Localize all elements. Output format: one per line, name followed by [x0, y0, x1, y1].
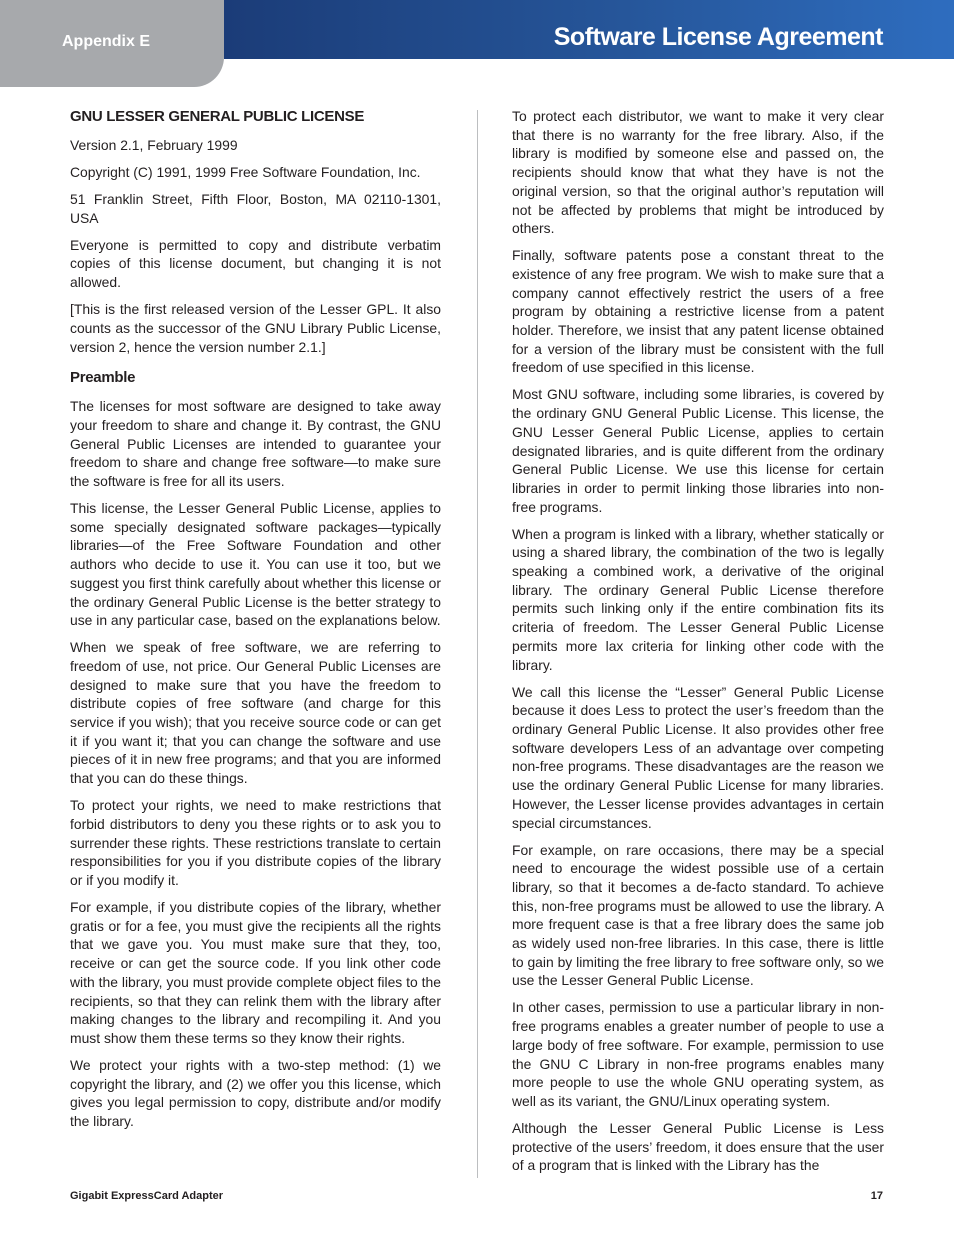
preamble-heading: Preamble — [70, 369, 136, 387]
title-banner — [224, 0, 954, 59]
paragraph: Finally, software patents pose a constant threat to the existence of any free program. We wish to make sure that a company cannot effectively restrict the users of a free program by obtaining a restrictive license from a patent holder. Therefore, we insist that any patent license obtained for a version of the library must be consistent with the full freedom of use specified in this license. — [512, 247, 884, 376]
page-number: 17 — [870, 1190, 883, 1202]
paragraph: Everyone is permitted to copy and distribute verbatim copies of this license document, but changing it is not allowed. — [70, 236, 441, 291]
paragraph: In other cases, permission to use a particular library in non-free programs enables a greater number of people to use a large body of free software. For example, permission to use the GNU C Library in non-free programs enables many more people to use the whole GNU operating system, as well as its variant, the GNU/Linux operating system. — [512, 999, 884, 1109]
paragraph: To protect your rights, we need to make restrictions that forbid distributors to deny you these rights or to ask you to surrender these rights. These restrictions translate to certain responsibilities for you if you distribute copies of the library or if you modify it. — [70, 797, 441, 888]
paragraph: Although the Lesser General Public License is Less protective of the users’ freedom, it does ensure that the user of a program that is linked with the Library has the — [512, 1119, 884, 1174]
paragraph: The licenses for most software are designed to take away your freedom to share and change it. By contrast, the GNU General Public Licenses are intended to guarantee your freedom to share and change free software—to make sure the software is free for all its users. — [70, 398, 441, 490]
footer-product-name: Gigabit ExpressCard Adapter — [70, 1190, 224, 1202]
paragraph: [This is the first released version of the Lesser GPL. It also counts as the successor of the GNU Library Public License, version 2, hence the version number 2.1.] — [70, 301, 441, 355]
right-column — [512, 107, 884, 1183]
paragraph: 51 Franklin Street, Fifth Floor, Boston, MA 02110-1301, USA — [70, 191, 441, 226]
paragraph: For example, if you distribute copies of the library, whether gratis or for a fee, you must give the recipients all the rights that we gave you. You must make sure that they, too, receive or can get the source code. If you link other code with the library, you must provide complete object files to the recipients, so that they can relink them with the library after making changes to the library and recompiling it. And you must show them these terms so they know their rights. — [70, 898, 441, 1046]
paragraph: We call this license the “Lesser” General Public License because it does Less to protect the user’s freedom than the ordinary General Public License. It also provides other free software developers Less of an advantage over competing non-free programs. These disadvantages are the reason we use the ordinary General Public License for many libraries. However, the Lesser license provides advantages in certain special circumstances. — [512, 683, 884, 831]
license-heading: GNU LESSER GENERAL PUBLIC LICENSE — [70, 108, 365, 125]
paragraph: When a program is linked with a library, whether statically or using a shared library, the combination of the two is legally speaking a combined work, a derivative of the original library. The ordinary General Public License therefore permits such linking only if the entire combination fits its criteria of freedom. The Lesser General Public License permits more lax criteria for linking other code with the library. — [512, 525, 884, 673]
column-divider — [477, 110, 478, 1178]
paragraph: Copyright (C) 1991, 1999 Free Software Foundation, Inc. — [70, 164, 421, 180]
paragraph: Most GNU software, including some libraries, is covered by the ordinary GNU General Public License. This license, the GNU Lesser General Public License, applies to certain designated libraries, and is quite different from the ordinary General Public License. We use this license for certain libraries in order to permit linking those libraries into non-free programs. — [512, 386, 884, 515]
paragraph: Version 2.1, February 1999 — [70, 137, 238, 153]
page-title: Software License Agreement — [553, 23, 883, 51]
paragraph: We protect your rights with a two-step method: (1) we copyright the library, and (2) we offer you this license, which gives you legal permission to copy, distribute and/or modify the library. — [70, 1056, 441, 1130]
paragraph: When we speak of free software, we are referring to freedom of use, not price. Our General Public Licenses are designed to make sure that you have the freedom to distribute copies of free software (and charge for this service if you wish); that you receive source code or can get it if you want it; that you can change the software and use pieces of it in new free programs; and that you are informed that you can do these things. — [70, 639, 441, 787]
left-column — [70, 107, 441, 1139]
appendix-tab — [0, 0, 224, 87]
paragraph: This license, the Lesser General Public License, applies to some specially designated software packages—typically libraries—of the Free Software Foundation and other authors who decide to use it. You can use it too, but we suggest you first think carefully about whether this license or the ordinary General Public License is the better strategy to use in any particular case, based on the explanations below. — [70, 500, 441, 629]
paragraph: For example, on rare occasions, there may be a special need to encourage the widest possible use of a certain library, so that it becomes a de-facto standard. To achieve this, non-free programs must be allowed to use the library. A more frequent case is that a free library does the same job as widely used non-free libraries. In this case, there is little to gain by limiting the free library to free software only, so we use the Lesser General Public License. — [512, 841, 884, 989]
appendix-label: Appendix E — [62, 33, 151, 50]
paragraph: To protect each distributor, we want to make it very clear that there is no warranty for the free library. Also, if the library is modified by someone else and passed on, the recipients should know that what they have is not the original version, so that the original author’s reputation will not be affected by problems that might be introduced by others. — [512, 108, 884, 237]
